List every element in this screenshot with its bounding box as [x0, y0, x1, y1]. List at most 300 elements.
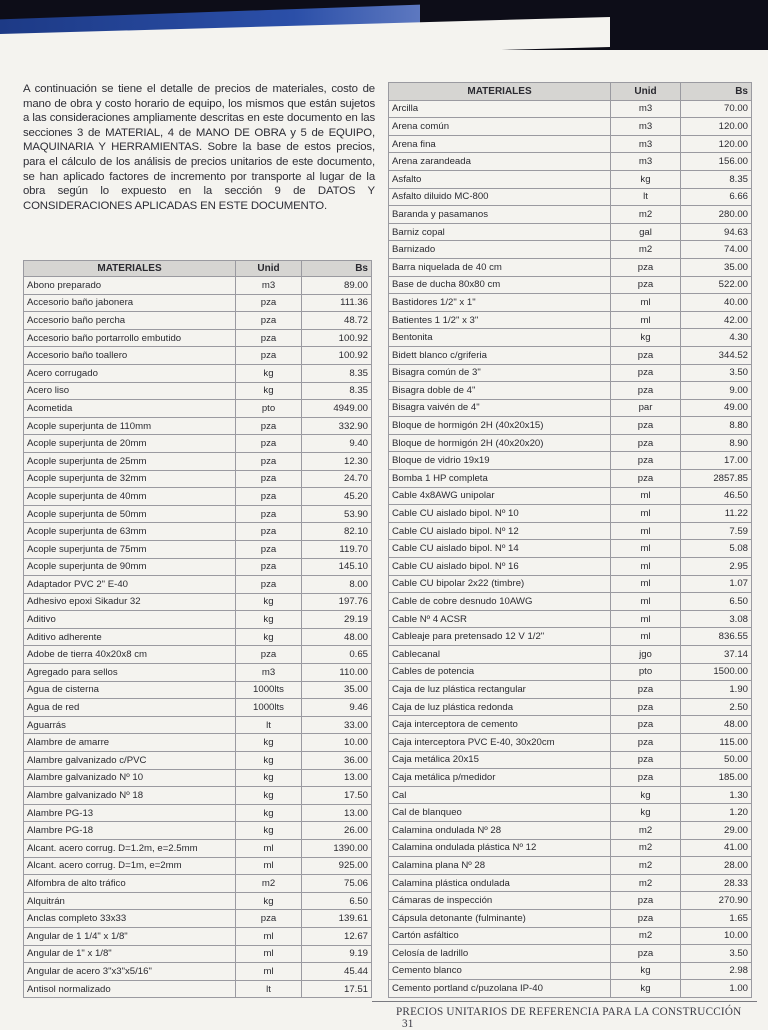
material-unit: ml: [236, 945, 302, 963]
material-price: 280.00: [681, 206, 752, 224]
material-price: 120.00: [681, 135, 752, 153]
material-unit: ml: [611, 610, 681, 628]
material-name: Cal: [389, 786, 611, 804]
material-price: 89.00: [302, 277, 372, 295]
material-name: Angular de 1" x 1/8": [24, 945, 236, 963]
table-row: [389, 892, 752, 910]
right-table-body: [389, 100, 752, 997]
material-price: 82.10: [302, 523, 372, 541]
material-price: 2.50: [681, 698, 752, 716]
material-unit: kg: [236, 734, 302, 752]
material-unit: m3: [236, 277, 302, 295]
material-name: Cartón asfáltico: [389, 927, 611, 945]
table-row: [24, 857, 372, 875]
header-unid: Unid: [236, 261, 302, 277]
table-row: [389, 487, 752, 505]
material-name: Cable de cobre desnudo 10AWG: [389, 593, 611, 611]
material-price: 36.00: [302, 752, 372, 770]
material-unit: ml: [611, 540, 681, 558]
material-name: Acople superjunta de 20mm: [24, 435, 236, 453]
material-price: 836.55: [681, 628, 752, 646]
material-name: Arena zarandeada: [389, 153, 611, 171]
material-name: Aguarrás: [24, 716, 236, 734]
material-name: Cemento blanco: [389, 962, 611, 980]
table-row: [389, 470, 752, 488]
material-unit: ml: [236, 963, 302, 981]
material-unit: kg: [236, 611, 302, 629]
material-name: Barniz copal: [389, 223, 611, 241]
material-unit: jgo: [611, 646, 681, 664]
material-name: Cable Nº 4 ACSR: [389, 610, 611, 628]
material-price: 17.51: [302, 980, 372, 998]
material-name: Bloque de hormigón 2H (40x20x20): [389, 434, 611, 452]
material-unit: kg: [236, 752, 302, 770]
top-banner: [0, 0, 768, 50]
material-unit: pza: [236, 488, 302, 506]
material-unit: kg: [611, 329, 681, 347]
material-price: 1.00: [681, 980, 752, 998]
table-header-row: [389, 83, 752, 101]
material-unit: pto: [611, 663, 681, 681]
material-unit: m3: [611, 100, 681, 118]
material-name: Barra niquelada de 40 cm: [389, 258, 611, 276]
table-row: [24, 752, 372, 770]
material-price: 6.50: [681, 593, 752, 611]
table-row: [389, 206, 752, 224]
table-row: [24, 945, 372, 963]
material-name: Caja interceptora PVC E-40, 30x20cm: [389, 733, 611, 751]
material-name: Calamina ondulada plástica Nº 12: [389, 839, 611, 857]
material-price: 48.00: [302, 628, 372, 646]
material-unit: lt: [236, 980, 302, 998]
material-price: 10.00: [302, 734, 372, 752]
material-name: Acople superjunta de 90mm: [24, 558, 236, 576]
material-name: Caja de luz plástica rectangular: [389, 681, 611, 699]
material-price: 24.70: [302, 470, 372, 488]
material-price: 115.00: [681, 733, 752, 751]
material-price: 11.22: [681, 505, 752, 523]
table-row: [24, 927, 372, 945]
material-name: Bidett blanco c/griferia: [389, 346, 611, 364]
material-name: Cámaras de inspección: [389, 892, 611, 910]
material-price: 35.00: [302, 681, 372, 699]
material-price: 12.30: [302, 452, 372, 470]
material-unit: pza: [236, 347, 302, 365]
material-name: Bomba 1 HP completa: [389, 470, 611, 488]
table-row: [24, 910, 372, 928]
table-row: [24, 734, 372, 752]
material-name: Alambre de amarre: [24, 734, 236, 752]
material-unit: pza: [611, 417, 681, 435]
material-unit: pza: [611, 716, 681, 734]
table-row: [389, 874, 752, 892]
material-price: 5.08: [681, 540, 752, 558]
material-price: 4949.00: [302, 400, 372, 418]
material-price: 26.00: [302, 822, 372, 840]
material-name: Cableaje para pretensado 12 V 1/2": [389, 628, 611, 646]
material-name: Cable 4x8AWG unipolar: [389, 487, 611, 505]
material-unit: m2: [611, 821, 681, 839]
material-unit: kg: [611, 804, 681, 822]
material-name: Calamina plástica ondulada: [389, 874, 611, 892]
material-name: Barnizado: [389, 241, 611, 259]
material-unit: ml: [611, 294, 681, 312]
material-unit: kg: [236, 382, 302, 400]
table-row: [389, 540, 752, 558]
table-row: [24, 558, 372, 576]
material-price: 1.30: [681, 786, 752, 804]
material-unit: pza: [611, 364, 681, 382]
material-unit: kg: [611, 980, 681, 998]
material-name: Accesorio baño percha: [24, 312, 236, 330]
material-unit: ml: [611, 311, 681, 329]
material-price: 70.00: [681, 100, 752, 118]
table-row: [389, 593, 752, 611]
table-row: [389, 382, 752, 400]
material-name: Bisagra vaivén de 4": [389, 399, 611, 417]
table-row: [389, 821, 752, 839]
table-row: [389, 927, 752, 945]
table-row: [24, 329, 372, 347]
table-row: [389, 857, 752, 875]
material-unit: pza: [611, 751, 681, 769]
material-unit: pza: [611, 769, 681, 787]
material-unit: m2: [611, 206, 681, 224]
table-row: [24, 804, 372, 822]
material-unit: m2: [611, 857, 681, 875]
material-price: 1.07: [681, 575, 752, 593]
material-name: Acople superjunta de 40mm: [24, 488, 236, 506]
material-price: 45.20: [302, 488, 372, 506]
material-unit: m3: [611, 153, 681, 171]
material-name: Arena común: [389, 118, 611, 136]
material-name: Cemento portland c/puzolana IP-40: [389, 980, 611, 998]
material-unit: pza: [611, 452, 681, 470]
table-row: [389, 399, 752, 417]
material-unit: pza: [611, 346, 681, 364]
table-row: [24, 822, 372, 840]
material-price: 40.00: [681, 294, 752, 312]
material-name: Caja de luz plástica redonda: [389, 698, 611, 716]
table-row: [389, 505, 752, 523]
table-row: [389, 575, 752, 593]
material-name: Adhesivo epoxi Sikadur 32: [24, 593, 236, 611]
header-unid: Unid: [611, 83, 681, 101]
material-price: 75.06: [302, 875, 372, 893]
table-row: [389, 118, 752, 136]
materials-table-right: [388, 82, 752, 998]
material-name: Asfalto diluido MC-800: [389, 188, 611, 206]
material-unit: pza: [611, 945, 681, 963]
table-row: [389, 188, 752, 206]
material-name: Alcant. acero corrug. D=1m, e=2mm: [24, 857, 236, 875]
table-row: [389, 558, 752, 576]
material-name: Alfombra de alto tráfico: [24, 875, 236, 893]
material-name: Bentonita: [389, 329, 611, 347]
table-row: [24, 523, 372, 541]
material-price: 10.00: [681, 927, 752, 945]
material-unit: m3: [236, 664, 302, 682]
material-name: Alambre galvanizado Nº 10: [24, 769, 236, 787]
material-unit: pza: [236, 435, 302, 453]
table-row: [24, 611, 372, 629]
material-price: 42.00: [681, 311, 752, 329]
material-unit: ml: [611, 628, 681, 646]
material-name: Base de ducha 80x80 cm: [389, 276, 611, 294]
material-price: 49.00: [681, 399, 752, 417]
material-price: 120.00: [681, 118, 752, 136]
intro-paragraph: A continuación se tiene el detalle de precios de materiales, costo de mano de obra y costo horario de equipo, los mismos que están sujetos a las consideraciones ampliamente descritas en este documento en las secciones 3 de MATERIAL, 4 de MANO DE OBRA y 5 de EQUIPO, MAQUINARIA Y HERRAMIENTAS. Sobre la base de estos precios, para el cálculo de los análisis de precios unitarios de este documento, se han aplicado factores de incremento por transporte al lugar de la obra según lo expuesto en la sección 9 de DATOS Y CONSIDERACIONES APLICADAS EN ESTE DOCUMENTO.: [23, 83, 375, 212]
table-row: [24, 980, 372, 998]
material-unit: pza: [236, 417, 302, 435]
material-name: Bloque de vidrio 19x19: [389, 452, 611, 470]
material-price: 119.70: [302, 540, 372, 558]
material-price: 1.20: [681, 804, 752, 822]
table-row: [24, 963, 372, 981]
material-price: 0.65: [302, 646, 372, 664]
material-name: Cable CU aislado bipol. Nº 14: [389, 540, 611, 558]
material-price: 8.00: [302, 576, 372, 594]
material-name: Calamina plana Nº 28: [389, 857, 611, 875]
material-unit: par: [611, 399, 681, 417]
table-row: [24, 417, 372, 435]
left-table-body: [24, 277, 372, 998]
material-unit: kg: [236, 628, 302, 646]
table-row: [389, 733, 752, 751]
material-price: 522.00: [681, 276, 752, 294]
material-name: Acero liso: [24, 382, 236, 400]
table-row: [24, 681, 372, 699]
material-name: Alambre PG-13: [24, 804, 236, 822]
material-name: Baranda y pasamanos: [389, 206, 611, 224]
material-unit: ml: [611, 487, 681, 505]
material-name: Accesorio baño toallero: [24, 347, 236, 365]
material-unit: ml: [236, 857, 302, 875]
material-name: Arena fina: [389, 135, 611, 153]
material-unit: kg: [236, 769, 302, 787]
material-price: 1500.00: [681, 663, 752, 681]
material-name: Alquitrán: [24, 892, 236, 910]
material-price: 9.40: [302, 435, 372, 453]
table-row: [24, 787, 372, 805]
material-price: 8.90: [681, 434, 752, 452]
footer-rule: [372, 1001, 757, 1002]
material-unit: pza: [611, 892, 681, 910]
material-name: Acero corrugado: [24, 364, 236, 382]
table-row: [389, 663, 752, 681]
material-name: Angular de 1 1/4" x 1/8": [24, 927, 236, 945]
material-price: 8.35: [302, 364, 372, 382]
material-unit: m2: [611, 839, 681, 857]
material-unit: gal: [611, 223, 681, 241]
table-row: [389, 610, 752, 628]
material-name: Accesorio baño portarrollo embutido: [24, 329, 236, 347]
material-unit: pza: [236, 329, 302, 347]
material-price: 12.67: [302, 927, 372, 945]
material-price: 74.00: [681, 241, 752, 259]
material-name: Aditivo adherente: [24, 628, 236, 646]
material-name: Alambre PG-18: [24, 822, 236, 840]
material-unit: ml: [611, 593, 681, 611]
material-price: 2.95: [681, 558, 752, 576]
material-price: 6.66: [681, 188, 752, 206]
table-row: [24, 505, 372, 523]
material-price: 197.76: [302, 593, 372, 611]
material-unit: pto: [236, 400, 302, 418]
material-price: 8.35: [302, 382, 372, 400]
material-unit: pza: [236, 523, 302, 541]
material-name: Celosía de ladrillo: [389, 945, 611, 963]
material-unit: m3: [611, 118, 681, 136]
table-row: [389, 346, 752, 364]
table-row: [24, 470, 372, 488]
material-name: Calamina ondulada Nº 28: [389, 821, 611, 839]
material-name: Batientes 1 1/2" x 3": [389, 311, 611, 329]
material-unit: pza: [236, 540, 302, 558]
material-name: Adaptador PVC 2" E-40: [24, 576, 236, 594]
table-row: [389, 751, 752, 769]
table-row: [389, 329, 752, 347]
material-name: Angular de acero 3"x3"x5/16": [24, 963, 236, 981]
material-name: Arcilla: [389, 100, 611, 118]
material-price: 29.19: [302, 611, 372, 629]
material-price: 100.92: [302, 347, 372, 365]
material-price: 33.00: [302, 716, 372, 734]
table-row: [24, 840, 372, 858]
table-row: [24, 875, 372, 893]
material-unit: pza: [236, 558, 302, 576]
material-unit: m2: [236, 875, 302, 893]
material-unit: pza: [236, 505, 302, 523]
material-unit: ml: [611, 558, 681, 576]
material-name: Cable CU aislado bipol. Nº 12: [389, 522, 611, 540]
material-price: 2.98: [681, 962, 752, 980]
material-price: 17.50: [302, 787, 372, 805]
table-row: [389, 786, 752, 804]
material-price: 111.36: [302, 294, 372, 312]
material-unit: pza: [236, 576, 302, 594]
table-row: [389, 646, 752, 664]
material-price: 1390.00: [302, 840, 372, 858]
material-name: Aditivo: [24, 611, 236, 629]
material-name: Bastidores 1/2" x 1": [389, 294, 611, 312]
material-price: 9.46: [302, 699, 372, 717]
material-unit: lt: [236, 716, 302, 734]
material-price: 17.00: [681, 452, 752, 470]
material-unit: pza: [236, 452, 302, 470]
material-name: Bisagra doble de 4": [389, 382, 611, 400]
page-number: 31: [402, 1018, 414, 1030]
table-row: [24, 892, 372, 910]
table-row: [24, 646, 372, 664]
material-unit: kg: [611, 962, 681, 980]
material-price: 48.00: [681, 716, 752, 734]
material-unit: ml: [611, 522, 681, 540]
material-price: 13.00: [302, 769, 372, 787]
material-unit: kg: [236, 892, 302, 910]
material-price: 35.00: [681, 258, 752, 276]
material-price: 156.00: [681, 153, 752, 171]
material-price: 37.14: [681, 646, 752, 664]
materials-table-left: [23, 260, 372, 998]
material-unit: ml: [611, 575, 681, 593]
material-name: Cable CU bipolar 2x22 (timbre): [389, 575, 611, 593]
table-row: [389, 417, 752, 435]
material-unit: kg: [236, 804, 302, 822]
header-bs: Bs: [681, 83, 752, 101]
material-price: 28.00: [681, 857, 752, 875]
page-footer: [396, 1006, 756, 1030]
table-row: [24, 364, 372, 382]
material-name: Acople superjunta de 50mm: [24, 505, 236, 523]
material-name: Cápsula detonante (fulminante): [389, 909, 611, 927]
material-price: 7.59: [681, 522, 752, 540]
material-name: Cable CU aislado bipol. Nº 16: [389, 558, 611, 576]
material-price: 270.90: [681, 892, 752, 910]
material-price: 9.19: [302, 945, 372, 963]
material-price: 29.00: [681, 821, 752, 839]
table-row: [24, 540, 372, 558]
material-name: Adobe de tierra 40x20x8 cm: [24, 646, 236, 664]
material-unit: pza: [611, 909, 681, 927]
material-name: Agua de cisterna: [24, 681, 236, 699]
material-unit: kg: [611, 786, 681, 804]
material-price: 145.10: [302, 558, 372, 576]
table-row: [24, 769, 372, 787]
table-row: [24, 628, 372, 646]
material-unit: m2: [611, 927, 681, 945]
material-name: Agua de red: [24, 699, 236, 717]
material-unit: kg: [611, 170, 681, 188]
table-row: [389, 980, 752, 998]
material-name: Cable CU aislado bipol. Nº 10: [389, 505, 611, 523]
header-materiales: MATERIALES: [389, 83, 611, 101]
material-unit: pza: [611, 470, 681, 488]
table-row: [389, 628, 752, 646]
material-unit: ml: [236, 927, 302, 945]
material-price: 45.44: [302, 963, 372, 981]
material-name: Alambre galvanizado Nº 18: [24, 787, 236, 805]
material-unit: m2: [611, 874, 681, 892]
material-price: 13.00: [302, 804, 372, 822]
material-unit: pza: [611, 733, 681, 751]
material-unit: pza: [611, 434, 681, 452]
material-unit: kg: [236, 593, 302, 611]
material-price: 50.00: [681, 751, 752, 769]
table-row: [24, 435, 372, 453]
table-row: [389, 241, 752, 259]
footer-title: PRECIOS UNITARIOS DE REFERENCIA PARA LA CONSTRUCCIÓN: [396, 1006, 742, 1018]
table-row: [389, 839, 752, 857]
material-name: Abono preparado: [24, 277, 236, 295]
material-unit: pza: [236, 312, 302, 330]
material-unit: pza: [611, 258, 681, 276]
table-row: [389, 276, 752, 294]
material-name: Accesorio baño jabonera: [24, 294, 236, 312]
material-name: Alambre galvanizado c/PVC: [24, 752, 236, 770]
material-price: 28.33: [681, 874, 752, 892]
table-row: [389, 716, 752, 734]
material-name: Acople superjunta de 110mm: [24, 417, 236, 435]
material-price: 46.50: [681, 487, 752, 505]
material-price: 1.65: [681, 909, 752, 927]
material-name: Acople superjunta de 32mm: [24, 470, 236, 488]
material-unit: pza: [236, 294, 302, 312]
table-row: [389, 153, 752, 171]
material-price: 3.50: [681, 364, 752, 382]
material-price: 9.00: [681, 382, 752, 400]
material-unit: pza: [611, 276, 681, 294]
